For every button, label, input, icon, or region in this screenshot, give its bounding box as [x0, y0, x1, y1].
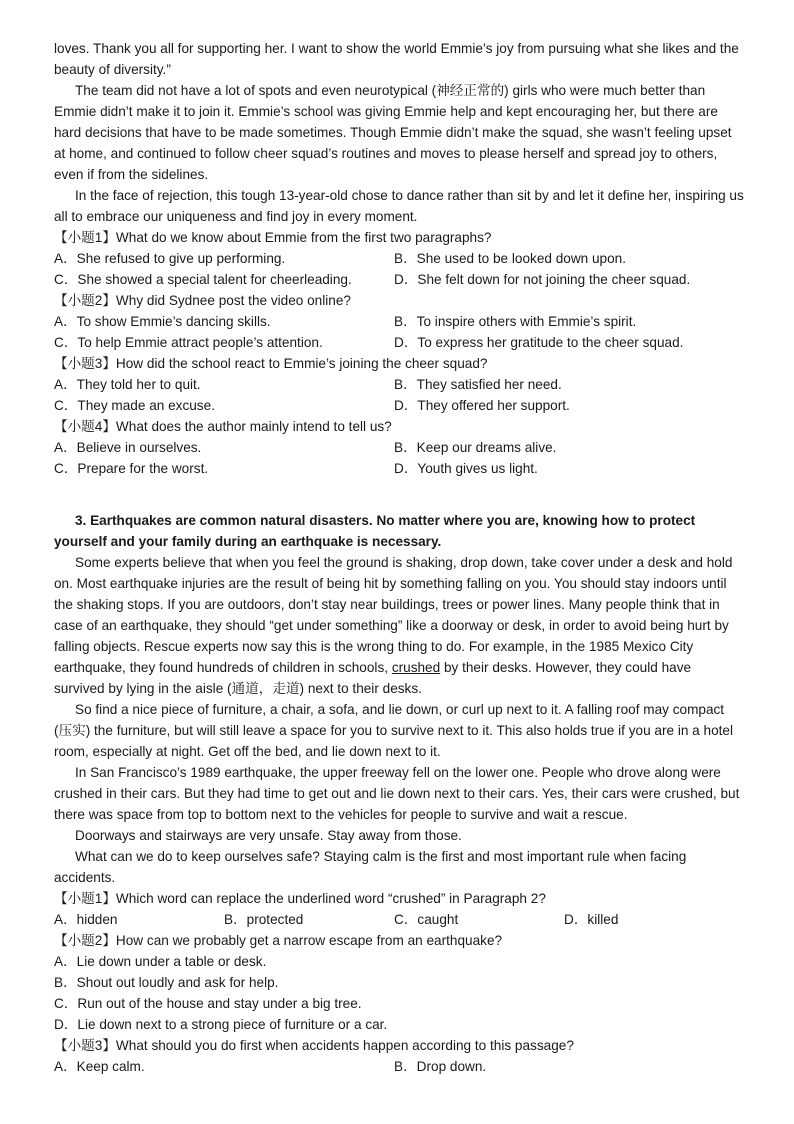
question-stem: 【小题1】Which word can replace the underlined word “crushed” in Paragraph 2?	[54, 891, 546, 906]
paragraph: The team did not have a lot of spots and even neurotypical (神经正常的) girls who were much better than Emmie didn’t make it to join it. Emmie’s school was giving Emmie help and kept encouraging her, but there are hard decisions that have to be made sometimes. Though Emmie didn’t make the squad, she wasn’t feeling upset at home, and continued to follow cheer squad’s routines and moves to please herself and spread joy to others, even if from the sidelines.	[54, 83, 732, 182]
option-d: D．Lie down next to a strong piece of furniture or a car.	[54, 1017, 388, 1032]
question-block	[54, 888, 744, 930]
options	[54, 374, 744, 416]
paragraph-text: by their desks. However, they could have survived by lying in the aisle (通道，走道) next to their desks.	[54, 660, 692, 696]
question-stem: 【小题2】Why did Sydnee post the video online?	[54, 293, 351, 308]
options	[54, 951, 744, 1035]
question-block	[54, 930, 744, 1035]
question-block	[54, 1035, 744, 1077]
option-c: C．Prepare for the worst.	[54, 461, 209, 476]
option-c: C．Run out of the house and stay under a big tree.	[54, 996, 362, 1011]
question-block	[54, 353, 744, 416]
option-d: D．She felt down for not joining the cheer squad.	[394, 272, 691, 287]
option-c: C．They made an excuse.	[54, 398, 215, 413]
option-d: D．Youth gives us light.	[394, 461, 538, 476]
option-a: A．Keep calm.	[54, 1059, 145, 1074]
options	[54, 248, 744, 290]
question-stem: 【小题4】What does the author mainly intend to tell us?	[54, 419, 392, 434]
option-b: B．She used to be looked down upon.	[394, 251, 627, 266]
paragraph	[54, 552, 744, 699]
paragraph: What can we do to keep ourselves safe? Staying calm is the first and most important rule when facing accidents.	[54, 849, 687, 885]
option-b: B．They satisfied her need.	[394, 377, 562, 392]
option-b: B．Shout out loudly and ask for help.	[54, 975, 279, 990]
option-c: C．She showed a special talent for cheerleading.	[54, 272, 352, 287]
paragraph-text: Some experts believe that when you feel the ground is shaking, drop down, take cover under a desk and hold on. Most earthquake injuries are the result of being hit by something falling on you. You should stay indoors until the shaking stops. If you are outdoors, don’t stay near buildings, trees or power lines. Many people think that in case of an earthquake, they should “get under something” like a doorway or desk, in order to avoid being hurt by falling objects. Rescue experts now say this is the wrong thing to do. For example, in the 1985 Mexico City earthquake, they found hundreds of children in schools,	[54, 555, 733, 675]
options	[54, 1056, 744, 1077]
options	[54, 437, 744, 479]
option-a: A．To show Emmie’s dancing skills.	[54, 314, 271, 329]
option-b: B．protected	[224, 912, 304, 927]
paragraph: In the face of rejection, this tough 13-year-old chose to dance rather than sit by and let it define her, inspiring us all to embrace our uniqueness and find joy in every moment.	[54, 188, 744, 224]
option-d: D．They offered her support.	[394, 398, 570, 413]
options	[54, 311, 744, 353]
option-a: A．hidden	[54, 912, 118, 927]
options	[54, 909, 744, 930]
option-a: A．They told her to quit.	[54, 377, 201, 392]
option-c: C．To help Emmie attract people’s attention.	[54, 335, 323, 350]
option-d: D．To express her gratitude to the cheer squad.	[394, 335, 684, 350]
paragraph: So find a nice piece of furniture, a chair, a sofa, and lie down, or curl up next to it. A falling roof may compact (压实) the furniture, but will still leave a space for you to survive next to it. This also holds true if you are in a hotel room, especially at night. Get off the bed, and lie down next to it.	[54, 702, 733, 759]
question-block	[54, 416, 744, 479]
option-d: D．killed	[564, 912, 619, 927]
question-stem: 【小题2】How can we probably get a narrow escape from an earthquake?	[54, 933, 503, 948]
question-block	[54, 290, 744, 353]
option-b: B．Keep our dreams alive.	[394, 440, 557, 455]
option-c: C．caught	[394, 912, 459, 927]
underlined-word: crushed	[391, 660, 441, 675]
option-b: B．To inspire others with Emmie’s spirit.	[394, 314, 637, 329]
option-a: A．Believe in ourselves.	[54, 440, 202, 455]
passage-heading: 3. Earthquakes are common natural disasters. No matter where you are, knowing how to protect yourself and your family during an earthquake is necessary.	[54, 513, 696, 549]
option-b: B．Drop down.	[394, 1059, 487, 1074]
paragraph: Doorways and stairways are very unsafe. Stay away from those.	[75, 828, 462, 843]
question-stem: 【小题3】What should you do first when accidents happen according to this passage?	[54, 1038, 574, 1053]
paragraph: In San Francisco’s 1989 earthquake, the upper freeway fell on the lower one. People who drove along were crushed in their cars. But they had time to get out and lie down next to their cars. Yes, their cars were crushed, but there was space from top to bottom next to the vehicles for people to survive and wait a rescue.	[54, 765, 740, 822]
question-stem: 【小题1】What do we know about Emmie from the first two paragraphs?	[54, 230, 492, 245]
option-a: A．Lie down under a table or desk.	[54, 954, 267, 969]
option-a: A．She refused to give up performing.	[54, 251, 286, 266]
paragraph: loves. Thank you all for supporting her. I want to show the world Emmie’s joy from pursuing what she likes and the beauty of diversity.”	[54, 41, 739, 77]
document-page	[54, 38, 744, 1077]
question-stem: 【小题3】How did the school react to Emmie’s joining the cheer squad?	[54, 356, 488, 371]
question-block	[54, 227, 744, 290]
